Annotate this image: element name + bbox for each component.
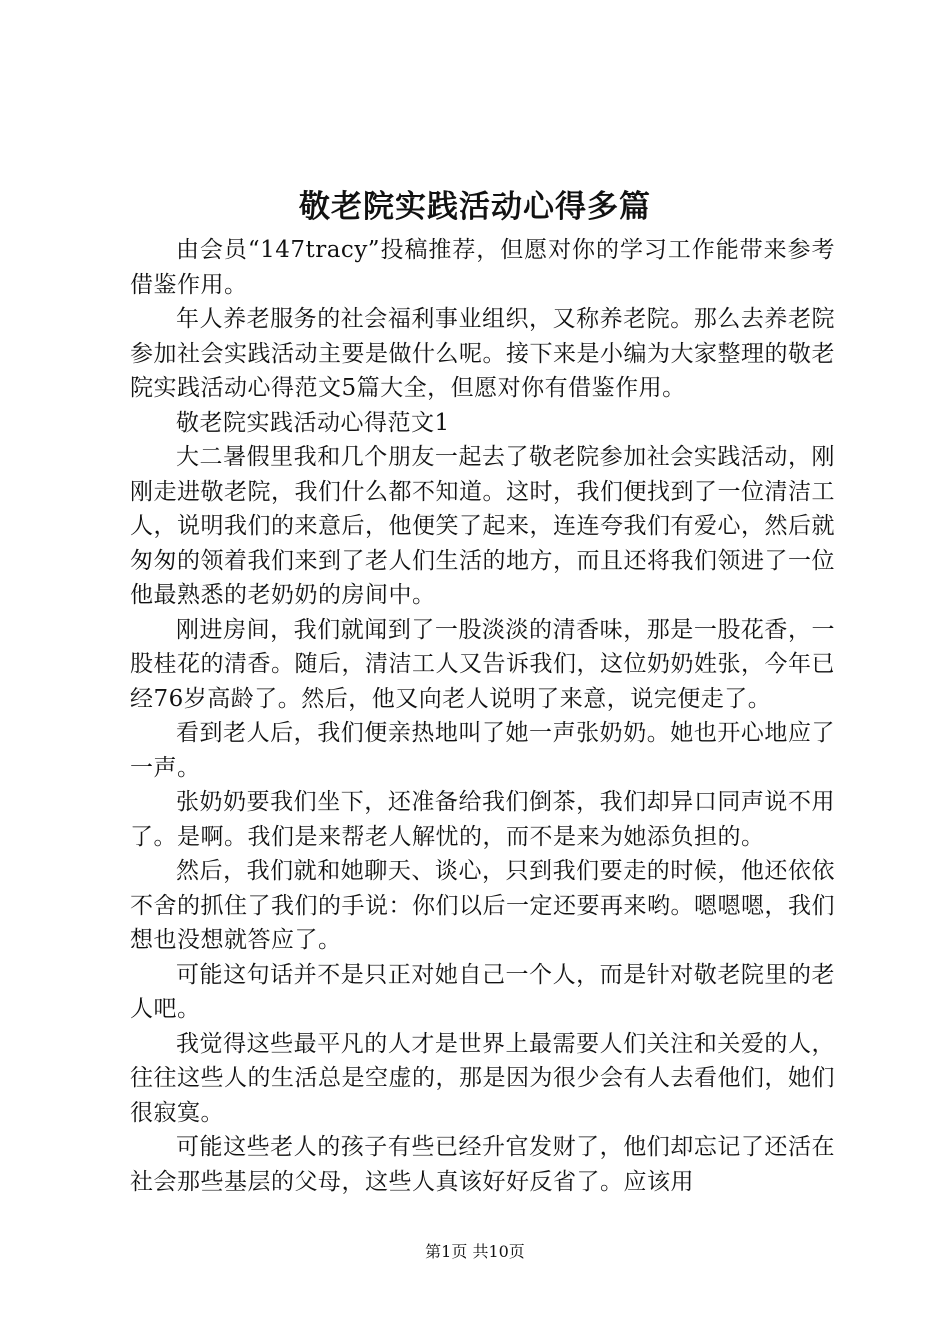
document-body [130,233,835,1199]
section-heading: 敬老院实践活动心得范文1 [176,409,450,436]
paragraph: 可能这句话并不是只正对她自己一个人，而是针对敬老院里的老人吧。 [130,961,835,1022]
paragraph: 看到老人后，我们便亲热地叫了她一声张奶奶。她也开心地应了一声。 [130,720,835,781]
page-number-footer: 第1页 共10页 [425,1242,525,1261]
paragraph: 大二暑假里我和几个朋友一起去了敬老院参加社会实践活动，刚刚走进敬老院，我们什么都不知道。这时，我们便找到了一位清洁工人，说明我们的来意后，他便笑了起来，连连夸我们有爱心，然后就匆匆的领着我们来到了老人们生活的地方，而且还将我们领进了一位他最熟悉的老奶奶的房间中。 [130,444,835,608]
paragraph: 由会员“147tracy”投稿推荐，但愿对你的学习工作能带来参考借鉴作用。 [130,237,835,298]
paragraph: 年人养老服务的社会福利事业组织，又称养老院。那么去养老院参加社会实践活动主要是做什么呢。接下来是小编为大家整理的敬老院实践活动心得范文5篇大全，但愿对你有借鉴作用。 [130,306,835,401]
paragraph: 然后，我们就和她聊天、谈心，只到我们要走的时候，他还依依不舍的抓住了我们的手说：你们以后一定还要再来哟。嗯嗯嗯，我们想也没想就答应了。 [130,858,835,953]
paragraph: 我觉得这些最平凡的人才是世界上最需要人们关注和关爱的人，往往这些人的生活总是空虚的，那是因为很少会有人去看他们，她们很寂寞。 [130,1030,835,1126]
paragraph: 张奶奶要我们坐下，还准备给我们倒茶，我们却异口同声说不用了。是啊。我们是来帮老人解忧的，而不是来为她添负担的。 [130,789,835,850]
paragraph: 刚进房间，我们就闻到了一股淡淡的清香味，那是一股花香，一股桂花的清香。随后，清洁工人又告诉我们，这位奶奶姓张，今年已经76岁高龄了。然后，他又向老人说明了来意，说完便走了。 [130,616,835,712]
paragraph: 可能这些老人的孩子有些已经升官发财了，他们却忘记了还活在社会那些基层的父母，这些人真该好好反省了。应该用 [130,1134,835,1195]
document-title: 敬老院实践活动心得多篇 [299,189,651,225]
